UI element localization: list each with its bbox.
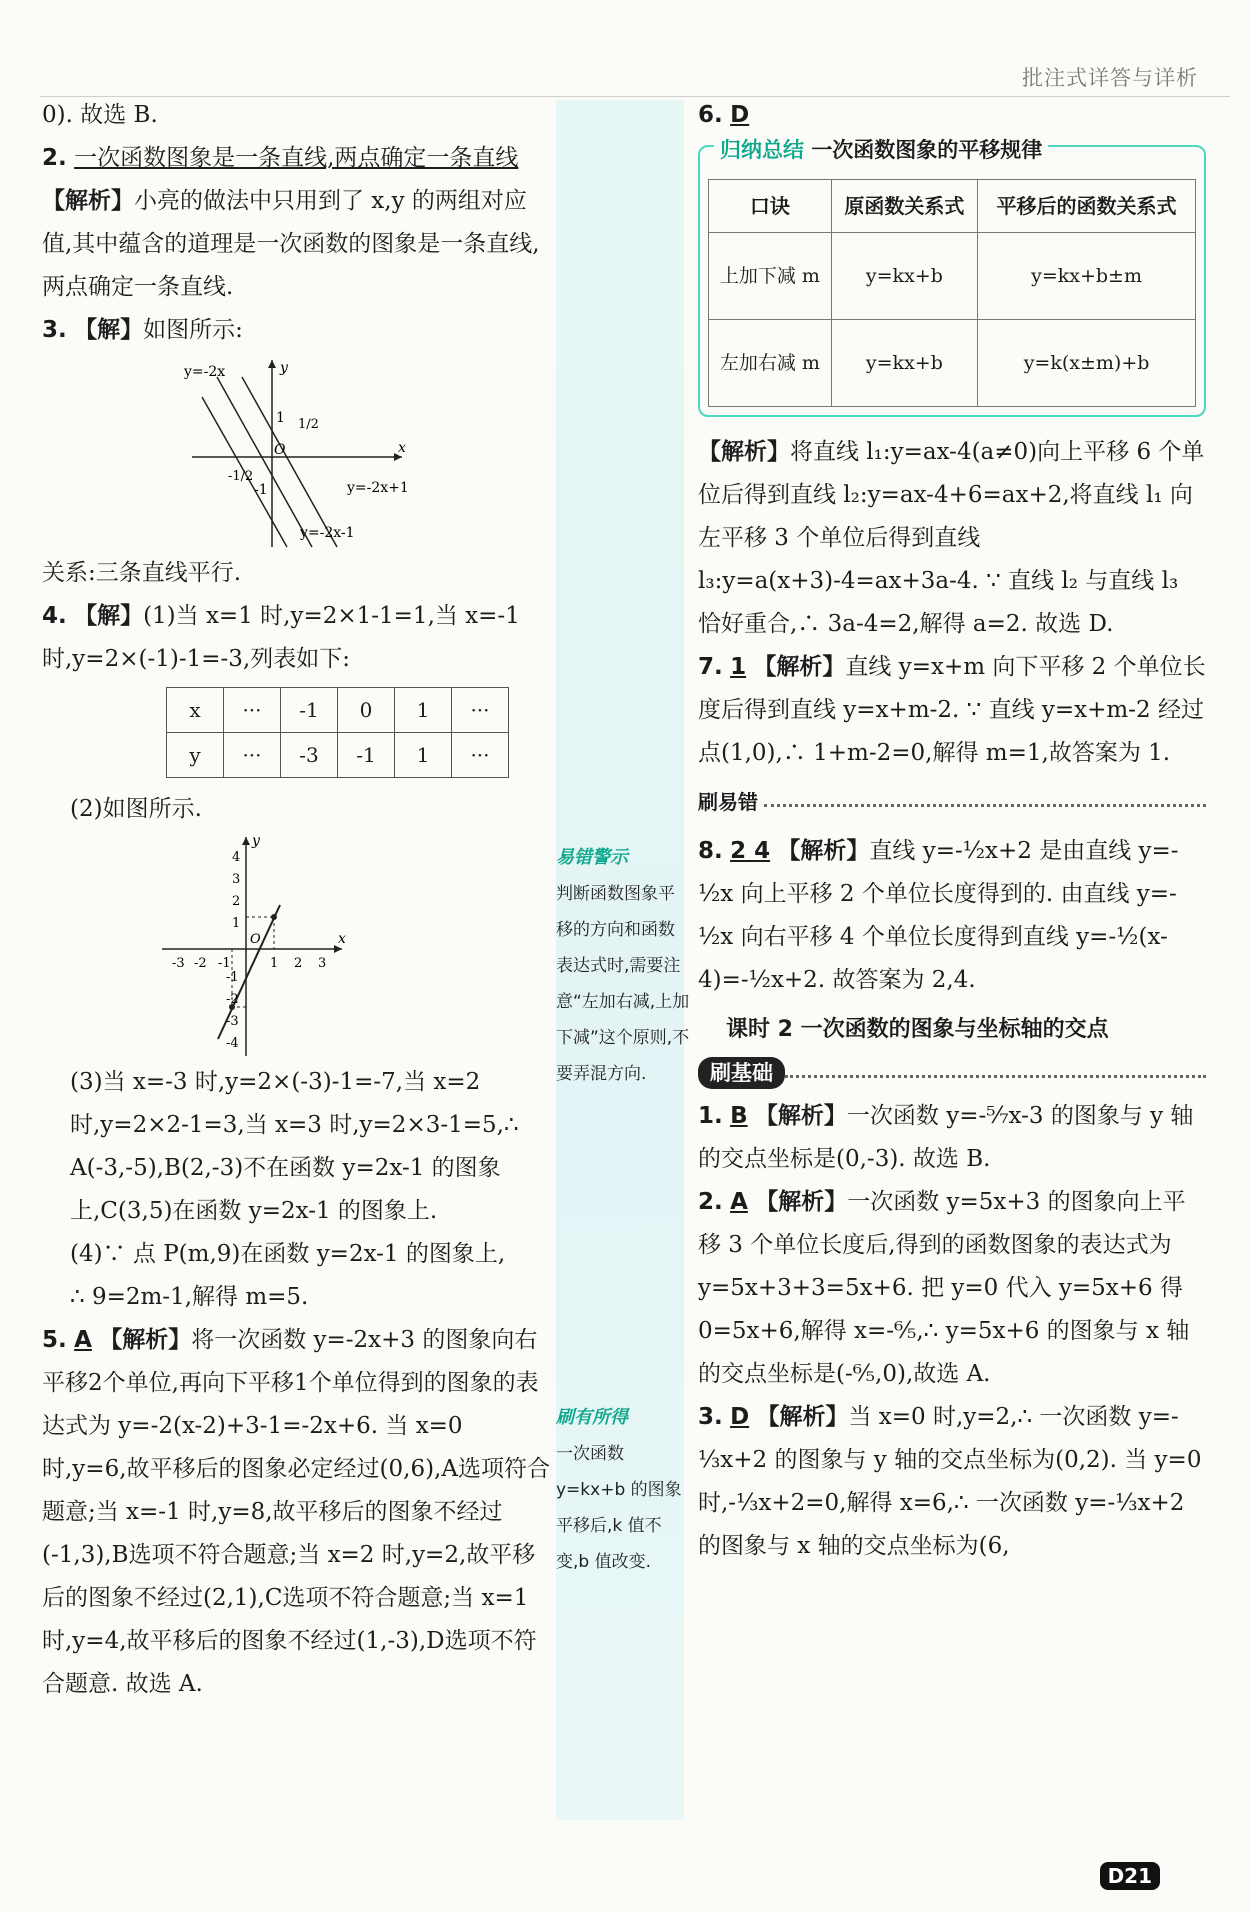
- svg-text:-3: -3: [226, 1014, 239, 1029]
- graph-y-2x-1: [142, 831, 542, 1061]
- svg-text:-2: -2: [194, 956, 207, 971]
- value-table: [166, 687, 509, 778]
- svg-text:2: 2: [232, 894, 241, 909]
- basic-2: 2. A 【解析】一次函数 y=5x+3 的图象向上平移 3 个单位长度后,得到的函数图象的表达式为 y=5x+3+3=5x+6. 把 y=0 代入 y=5x+6 得 0=5x+6,解得 x=-⁶⁄₅,∴ y=5x+6 的图象与 x 轴的交点坐标是(-⁶⁄₅,0),故选 A.: [698, 1189, 1190, 1387]
- lesson-title: 课时 2 一次函数的图象与坐标轴的交点: [726, 1017, 1109, 1042]
- svg-text:x: x: [338, 931, 346, 947]
- svg-text:O: O: [274, 442, 286, 458]
- answer-8: 2 4: [730, 838, 771, 864]
- question-5: 5. A 【解析】将一次函数 y=-2x+3 的图象向右平移2个单位,再向下平移1个单位得到的图象的表达式为 y=-2(x-2)+3-1=-2x+6. 当 x=0 时,y=6,故平移后的图象必定经过(0,6),A选项符合题意;当 x=-1 时,y=8,故平移后的图象不经过(-1,3),B选项不符合题意;当 x=2 时,y=2,故平移后的图象不经过(2,1),C选项不符合题意;当 x=1 时,y=4,故平移后的图象不经过(1,-3),D选项不符合题意. 故选 A.: [42, 1327, 550, 1697]
- q4-part2: (2)如图所示.: [70, 796, 202, 822]
- svg-text:1: 1: [276, 410, 285, 426]
- table-row: 上加下减 m y=kx+b y=kx+b±m: [709, 233, 1196, 320]
- svg-text:y: y: [252, 833, 260, 849]
- svg-text:-1: -1: [226, 970, 239, 985]
- svg-text:-3: -3: [172, 956, 185, 971]
- svg-text:4: 4: [232, 850, 241, 865]
- question-4: 4. 【解】(1)当 x=1 时,y=2×1-1=1,当 x=-1 时,y=2×(-1)-1=-3,列表如下:: [42, 603, 520, 672]
- label-y-2x-plus1: y=-2x+1: [347, 480, 409, 496]
- table-row: 左加右减 m y=kx+b y=k(x±m)+b: [709, 320, 1196, 407]
- q4-part4a: (4)∵ 点 P(m,9)在函数 y=2x-1 的图象上,: [70, 1241, 506, 1267]
- svg-text:y: y: [280, 360, 288, 376]
- summary-box: [698, 138, 1206, 417]
- svg-text:-1/2: -1/2: [228, 469, 254, 484]
- svg-text:-4: -4: [226, 1036, 239, 1051]
- svg-text:x: x: [398, 440, 406, 456]
- svg-text:O: O: [250, 932, 261, 947]
- right-column: [698, 94, 1206, 1568]
- svg-text:1: 1: [270, 956, 279, 971]
- header-title: 批注式详答与详析: [1022, 66, 1198, 90]
- question-3: 3. 【解】如图所示:: [42, 317, 243, 343]
- label-y-2x-minus1: y=-2x-1: [300, 525, 355, 541]
- answer-2: 一次函数图象是一条直线,两点确定一条直线: [74, 145, 519, 171]
- q4-part3: (3)当 x=-3 时,y=2×(-3)-1=-7,当 x=2 时,y=2×2-1=3,当 x=3 时,y=2×3-1=5,∴ A(-3,-5),B(2,-3)不在函数 y=2x-1 的图象上,C(3,5)在函数 y=2x-1 的图象上.: [70, 1069, 519, 1224]
- svg-text:1/2: 1/2: [298, 417, 319, 432]
- basic-1: 1. B 【解析】一次函数 y=-⁵⁄₇x-3 的图象与 y 轴的交点坐标是(0,-3). 故选 B.: [698, 1103, 1194, 1172]
- side-note-takeaway: 刷有所得 一次函数 y=kx+b 的图象平移后,k 值不变,b 值改变.: [556, 1407, 682, 1572]
- svg-text:1: 1: [232, 916, 241, 931]
- q3-relation: 关系:三条直线平行.: [42, 560, 242, 586]
- question-7: 7. 1 【解析】直线 y=x+m 向下平移 2 个单位长度后得到直线 y=x+m-2. ∵ 直线 y=x+m-2 经过点(1,0),∴ 1+m-2=0,解得 m=1,故答案为 1.: [698, 654, 1206, 766]
- answer-7: 1: [730, 654, 747, 680]
- summary-title: 归纳总结 一次函数图象的平移规律: [714, 129, 1048, 172]
- question-2: 2. 一次函数图象是一条直线,两点确定一条直线 【解析】小亮的做法中只用到了 x,y 的两组对应值,其中蕴含的道理是一次函数的图象是一条直线,两点确定一条直线.: [42, 145, 540, 300]
- svg-text:3: 3: [318, 956, 327, 971]
- svg-text:-1: -1: [218, 956, 231, 971]
- answer-5: A: [74, 1327, 92, 1353]
- table-row: x ··· -1 0 1 ···: [167, 688, 509, 733]
- svg-text:3: 3: [232, 872, 241, 887]
- question-6: 6. D: [698, 102, 750, 128]
- basic-3: 3. D 【解析】当 x=0 时,y=2,∴ 一次函数 y=-⅓x+2 的图象与 y 轴的交点坐标为(0,2). 当 y=0 时,-⅓x+2=0,解得 x=6,∴ 一次函数 y=-⅓x+2 的图象与 x 轴的交点坐标为(6,: [698, 1404, 1202, 1559]
- table-row: y ··· -3 -1 1 ···: [167, 733, 509, 778]
- side-note-error-warning: 易错警示 判断函数图象平移的方向和函数表达式时,需要注意“左加右减,上加下减”这个原则,不要弄混方向.: [556, 847, 690, 1084]
- section-jichu: 刷基础: [698, 1057, 1206, 1089]
- graph-parallel-lines: [162, 352, 562, 552]
- svg-text:-2: -2: [226, 992, 239, 1007]
- svg-text:2: 2: [294, 956, 303, 971]
- question-8: 8. 2 4 【解析】直线 y=-½x+2 是由直线 y=-½x 向上平移 2 个单位长度得到的. 由直线 y=-½x 向右平移 4 个单位长度得到直线 y=-½(x-4)=-½x+2. 故答案为 2,4.: [698, 838, 1179, 993]
- label-y-2x: y=-2x: [184, 364, 226, 380]
- page-number: D21: [1100, 1862, 1160, 1890]
- q6-analysis: 【解析】将直线 l₁:y=ax-4(a≠0)向上平移 6 个单位后得到直线 l₂:y=ax-4+6=ax+2,将直线 l₁ 向左平移 3 个单位后得到直线 l₃:y=a(x+3)-4=ax+3a-4. ∵ 直线 l₂ 与直线 l₃ 恰好重合,∴ 3a-4=2,解得 a=2. 故选 D.: [698, 439, 1205, 637]
- left-column: [42, 94, 552, 1706]
- line-0: 0). 故选 B.: [42, 102, 158, 128]
- summary-table: [708, 179, 1196, 407]
- svg-text:-1: -1: [254, 482, 268, 498]
- section-yicuo: 刷易错: [698, 781, 1206, 824]
- q4-part4b: ∴ 9=2m-1,解得 m=5.: [70, 1284, 309, 1310]
- table-row: 口诀 原函数关系式 平移后的函数关系式: [709, 180, 1196, 233]
- answer-6: D: [730, 102, 750, 128]
